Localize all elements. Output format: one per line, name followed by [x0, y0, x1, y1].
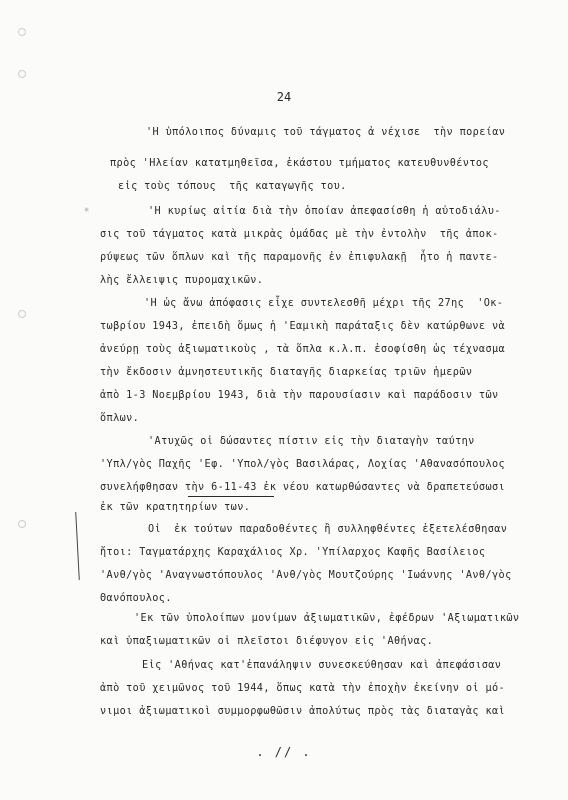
text-line: Εἰς 'Αθήνας κατ'ἐπανάληψιν συνεσκεύθησαν καὶ ἀπεφάσισαν — [142, 660, 502, 671]
text-line: ἐκ τῶν κρατητηρίων των. — [100, 502, 251, 513]
text-line: ἀπὸ τοῦ χειμῶνος τοῦ 1944, ὅπως κατὰ τὴν ἐποχὴν ἐκείνην οἱ μό- — [100, 683, 506, 694]
punch-hole — [18, 28, 26, 36]
margin-mark: ✳ — [84, 205, 90, 215]
text-line: λὴς ἔλλειψις πυρομαχικῶν. — [100, 275, 264, 286]
text-line: ρύψεως τῶν ὅπλων καὶ τῆς παραμονῆς ἐν ἐπιφυλακῇ ἦτο ἡ παντε- — [100, 252, 499, 263]
text-line: πρὸς 'Ηλείαν κατατμηθεῖσα, ἑκάστου τμήματος κατευθυνθέντος — [110, 158, 489, 169]
text-line: τωβρίου 1943, ἐπειδὴ ὅμως ἡ 'Εαμικὴ παράταξις δὲν κατώρθωνε νὰ — [100, 321, 506, 332]
text-line: 'Η ὑπόλοιπος δύναμις τοῦ τάγματος ἀ νέχισε τὴν πορείαν — [146, 127, 506, 138]
text-line: εἰς τοὺς τόπους τῆς καταγωγῆς του. — [118, 181, 347, 192]
punch-hole — [18, 310, 26, 318]
text-line: συνελήφθησαν τὴν 6-11-43 ἐκ νέου κατωρθώσαντες νὰ δραπετεύσωσι — [100, 482, 506, 493]
text-line: 'Ανθ/γὸς 'Αναγνωστόπουλος 'Ανθ/γὸς Μουτζούρης 'Ιωάννης 'Ανθ/γὸς — [100, 570, 512, 581]
text-line: Θανόπουλος. — [100, 593, 172, 604]
text-line: ἀνεύρῃ τοὺς ἀξιωματικοὺς , τὰ ὅπλα κ.λ.π. ἐσοφίσθη ὡς τέχνασμα — [100, 344, 506, 355]
punch-hole — [18, 520, 26, 528]
text-line: 'Η κυρίως αἰτία διὰ τὴν ὁποίαν ἀπεφασίσθη ἡ αὐτοδιάλυ- — [148, 206, 501, 217]
continuation-mark: . // . — [256, 745, 312, 759]
page-number: 24 — [276, 90, 292, 104]
text-line: καὶ ὑπαξιωματικῶν οἱ πλεῖστοι διέφυγον εἰς 'Αθήνας. — [100, 636, 434, 647]
text-line: Οἱ ἐκ τούτων παραδοθέντες ἢ συλληφθέντες ἐξετελέσθησαν — [148, 524, 508, 535]
text-line: σις τοῦ τάγματος κατὰ μικρὰς ὁμάδας μὲ τὴν ἐντολὴν τῆς ἀποκ- — [100, 229, 499, 240]
text-line: 'Η ὡς ἄνω ἀπόφασις εἶχε συντελεσθῆ μέχρι τῆς 27ης 'Οκ- — [144, 298, 504, 309]
text-line: ὅπλων. — [100, 413, 140, 424]
text-line: τὴν ἔκδοσιν ἀμνηστευτικῆς διαταγῆς διαρκείας τριῶν ἡμερῶν — [100, 367, 473, 378]
text-line: ἀπὸ 1-3 Νοεμβρίου 1943, διὰ τὴν παρουσίασιν καὶ παράδοσιν τῶν — [100, 390, 499, 401]
text-line: 'Ατυχῶς οἱ δώσαντες πίστιν εἰς τὴν διαταγὴν ταύτην — [148, 436, 475, 447]
punch-hole — [18, 70, 26, 78]
text-line: ἤτοι: Ταγματάρχης Καραχάλιος Χρ. 'Υπίλαρχος Καφῆς Βασίλειος — [100, 547, 486, 558]
text-line: 'Εκ τῶν ὑπολοίπων μονίμων ἀξιωματικῶν, ἐφέδρων 'Αξιωματικῶν — [134, 613, 520, 624]
margin-bracket — [75, 512, 80, 580]
text-line: 'Υπλ/γὸς Παχῆς 'Εφ. 'Υπολ/γὸς Βασιλάρας, Λοχίας 'Αθανασόπουλος — [100, 459, 506, 470]
text-line: νιμοι ἀξιωματικοὶ συμμορφωθῶσιν ἀπολύτως πρὸς τὰς διαταγὰς καὶ — [100, 706, 506, 717]
underline-mark — [188, 496, 274, 497]
